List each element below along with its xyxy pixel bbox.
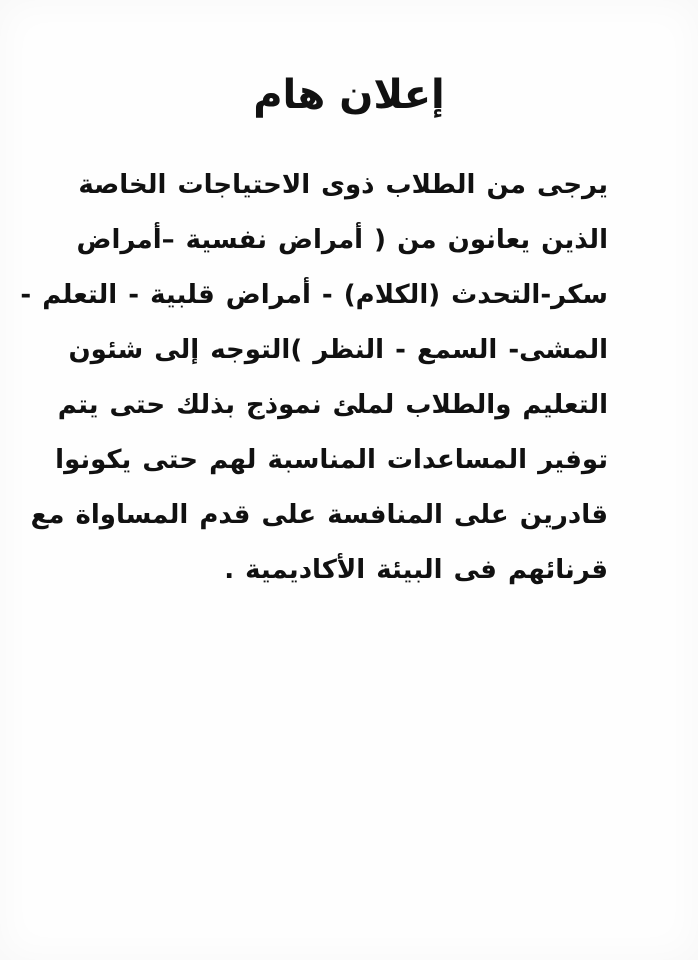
announcement-title: إعلان هام [253, 72, 445, 118]
body-line: سكر-التحدث (الكلام) - أمراض قلبية - التعلم - [20, 280, 608, 310]
announcement-body [20, 158, 608, 598]
body-line: التعليم والطلاب لملئ نموذج بذلك حتى يتم [57, 390, 608, 420]
body-line: المشى- السمع - النظر )التوجه إلى شئون [68, 335, 608, 365]
body-line: يرجى من الطلاب ذوى الاحتياجات الخاصة [78, 170, 608, 200]
body-line: توفير المساعدات المناسبة لهم حتى يكونوا [55, 445, 608, 475]
body-line: قادرين على المنافسة على قدم المساواة مع [30, 500, 608, 530]
body-line: قرنائهم فى البيئة الأكاديمية . [224, 555, 608, 585]
body-line: الذين يعانون من ( أمراض نفسية –أمراض [76, 225, 608, 255]
